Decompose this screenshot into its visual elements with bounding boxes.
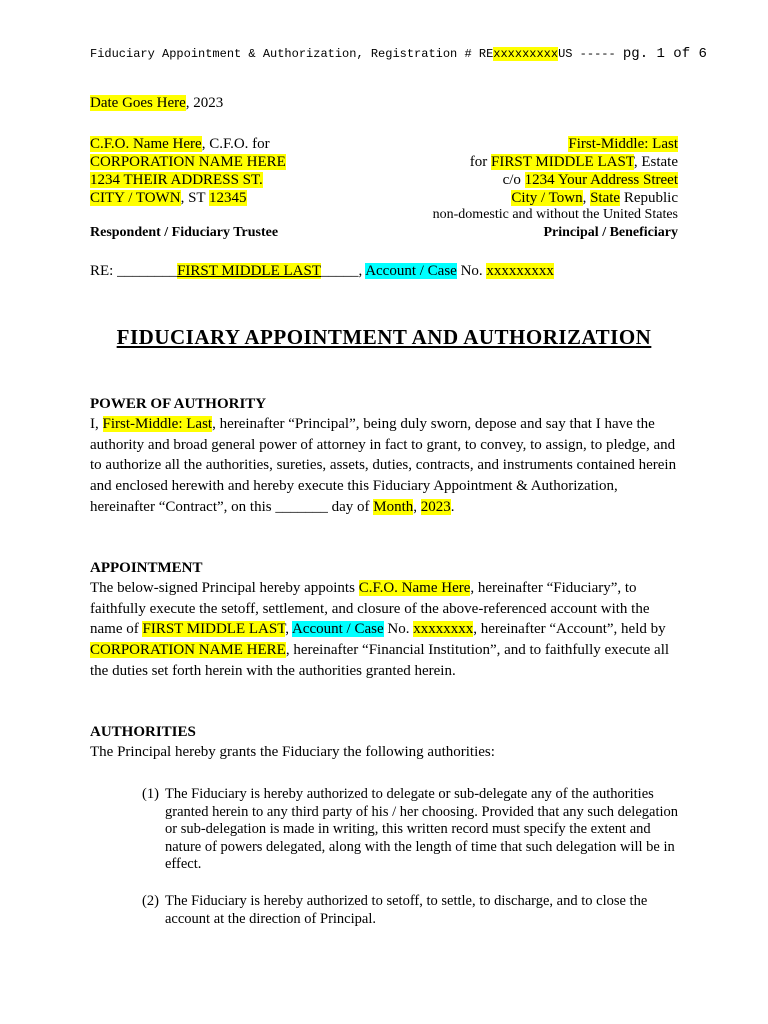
respondent-line-4: CITY / TOWN, ST 12345 [90,190,247,206]
list-item-text: The Fiduciary is hereby authorized to setoff, to settle, to discharge, and to close the account at the direction of Principal. [165,893,648,927]
running-header [90,46,707,62]
principal-line-4: City / Town, State Republic [511,190,678,206]
respondent-line-1: C.F.O. Name Here, C.F.O. for [90,136,270,152]
re-account-number: xxxxxxxxx [486,263,554,279]
appointment-paragraph: The below-signed Principal hereby appoints C.F.O. Name Here, hereinafter “Fiduciary”, to faithfully execute the setoff, settlement, and closure of the above-referenced account with the name of FIRST MIDDLE LAST, Account / Case No. xxxxxxxx, hereinafter “Account”, held by CORPORATION NAME HERE, hereinafter “Financial Institution”, and to faithfully execute all the duties set forth herein with the authorities granted herein. [90,580,670,679]
principal-role: Principal / Beneficiary [543,225,678,240]
re-line: RE: ________FIRST MIDDLE LAST_____, Account / Case No. xxxxxxxxx [90,263,554,279]
list-item-text: The Fiduciary is hereby authorized to delegate or sub-delegate any of the authorities granted herein to any third party of his / her choosing. Provided that any such delegation or sub-delegation is made in writing, this written record must specify the extent and nature of powers delegated, along with the length of time that such delegation will be in effect. [165,786,679,873]
respondent-role: Respondent / Fiduciary Trustee [90,225,279,240]
list-item [142,786,682,874]
document-date: Date Goes Here, 2023 [90,95,224,111]
re-account-label: Account / Case [365,263,457,279]
section-heading-authorities: AUTHORITIES [90,724,196,740]
header-suffix: US ----- [558,47,616,61]
page-number: pg. 1 of 6 [622,46,707,62]
section-heading-appointment: APPOINTMENT [90,560,203,576]
principal-line-3: c/o 1234 Your Address Street [502,172,678,188]
list-item-number: (2) [142,893,159,909]
list-item [142,893,682,928]
header-prefix: Fiduciary Appointment & Authorization, Registration # RE [90,47,494,61]
respondent-line-2: CORPORATION NAME HERE [90,154,286,170]
list-item-number: (1) [142,786,159,802]
principal-line-1: First-Middle: Last [568,136,678,152]
document-title: FIDUCIARY APPOINTMENT AND AUTHORIZATION [116,325,652,349]
power-paragraph: I, First-Middle: Last, hereinafter “Principal”, being duly sworn, depose and say that I have the authority and broad general power of attorney in fact to grant, to convey, to assign, to pledge, and to authorize all the authorities, sureties, assets, duties, contracts, and instruments contained herein and enclosed herewith and hereby execute this Fiduciary Appointment & Authorization, hereinafter “Contract”, on this _______ day of Month, 2023. [90,416,677,515]
section-heading-power: POWER OF AUTHORITY [90,396,267,412]
principal-line-5: non-domestic and without the United States [432,207,678,222]
re-name: FIRST MIDDLE LAST [177,263,321,279]
respondent-line-3: 1234 THEIR ADDRESS ST. [90,172,263,188]
authorities-intro: The Principal hereby grants the Fiduciary the following authorities: [90,744,495,760]
principal-line-2: for FIRST MIDDLE LAST, Estate [469,154,678,170]
header-registration-number: xxxxxxxxx [493,47,559,61]
